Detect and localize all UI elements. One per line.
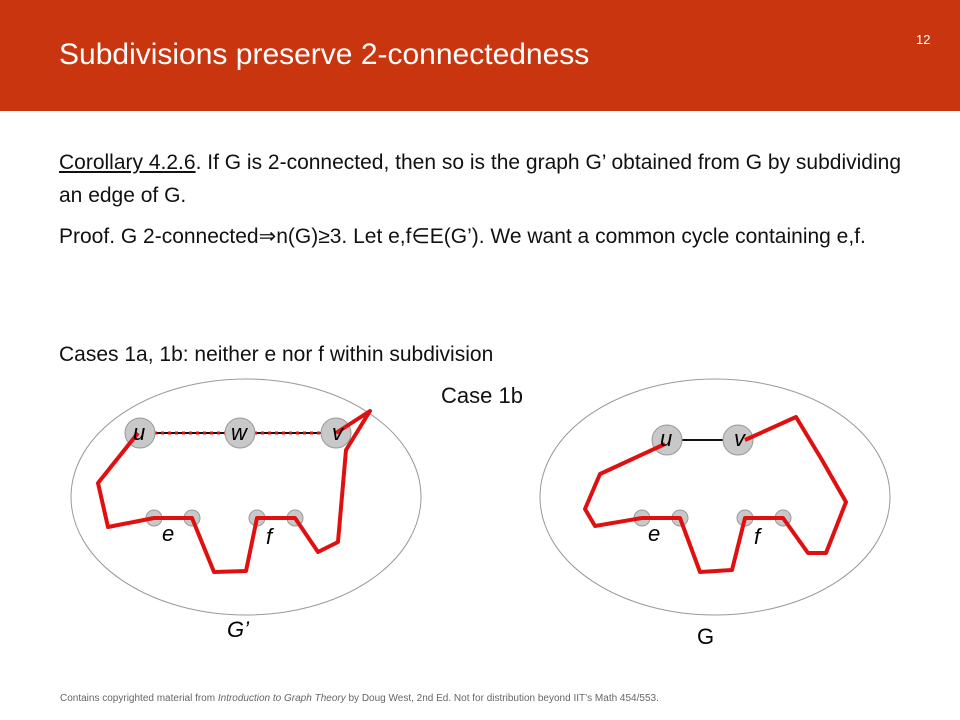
right-label-e: e	[648, 521, 661, 546]
cases-paragraph: Cases 1a, 1b: neither e nor f within subdivision	[59, 343, 494, 366]
right-label-u: u	[660, 426, 673, 451]
corollary-label: Corollary 4.2.6	[59, 151, 196, 174]
left-label-u: u	[133, 420, 146, 445]
left-label-e: e	[162, 521, 175, 546]
footer-suffix: by Doug West, 2nd Ed. Not for distribution beyond IIT’s Math 454/553.	[345, 693, 659, 704]
left-graph-label: G’	[227, 617, 249, 642]
slide-number: 12	[916, 32, 931, 47]
left-label-w: w	[231, 420, 247, 445]
footer-prefix: Contains copyrighted material from	[60, 693, 218, 704]
right-label-v: v	[734, 426, 745, 451]
right-graph-label: G	[697, 624, 715, 649]
case-label: Case 1b	[441, 383, 523, 408]
right-graph-ellipse	[540, 379, 890, 615]
left-label-v: v	[332, 420, 343, 445]
slide-title: Subdivisions preserve 2-connectedness	[59, 38, 590, 71]
copyright-footer	[60, 693, 659, 704]
footer-book: Introduction to Graph Theory	[217, 693, 346, 704]
left-label-f: f	[266, 524, 273, 549]
corollary-text: . If G is 2-connected, then so is the graph G’ obtained from G by subdividing an edge of G.	[59, 151, 902, 207]
proof-paragraph: Proof. G 2-connected⇒n(G)≥3. Let e,f∈E(G’). We want a common cycle containing e,f.	[59, 225, 866, 248]
right-label-f: f	[754, 524, 761, 549]
